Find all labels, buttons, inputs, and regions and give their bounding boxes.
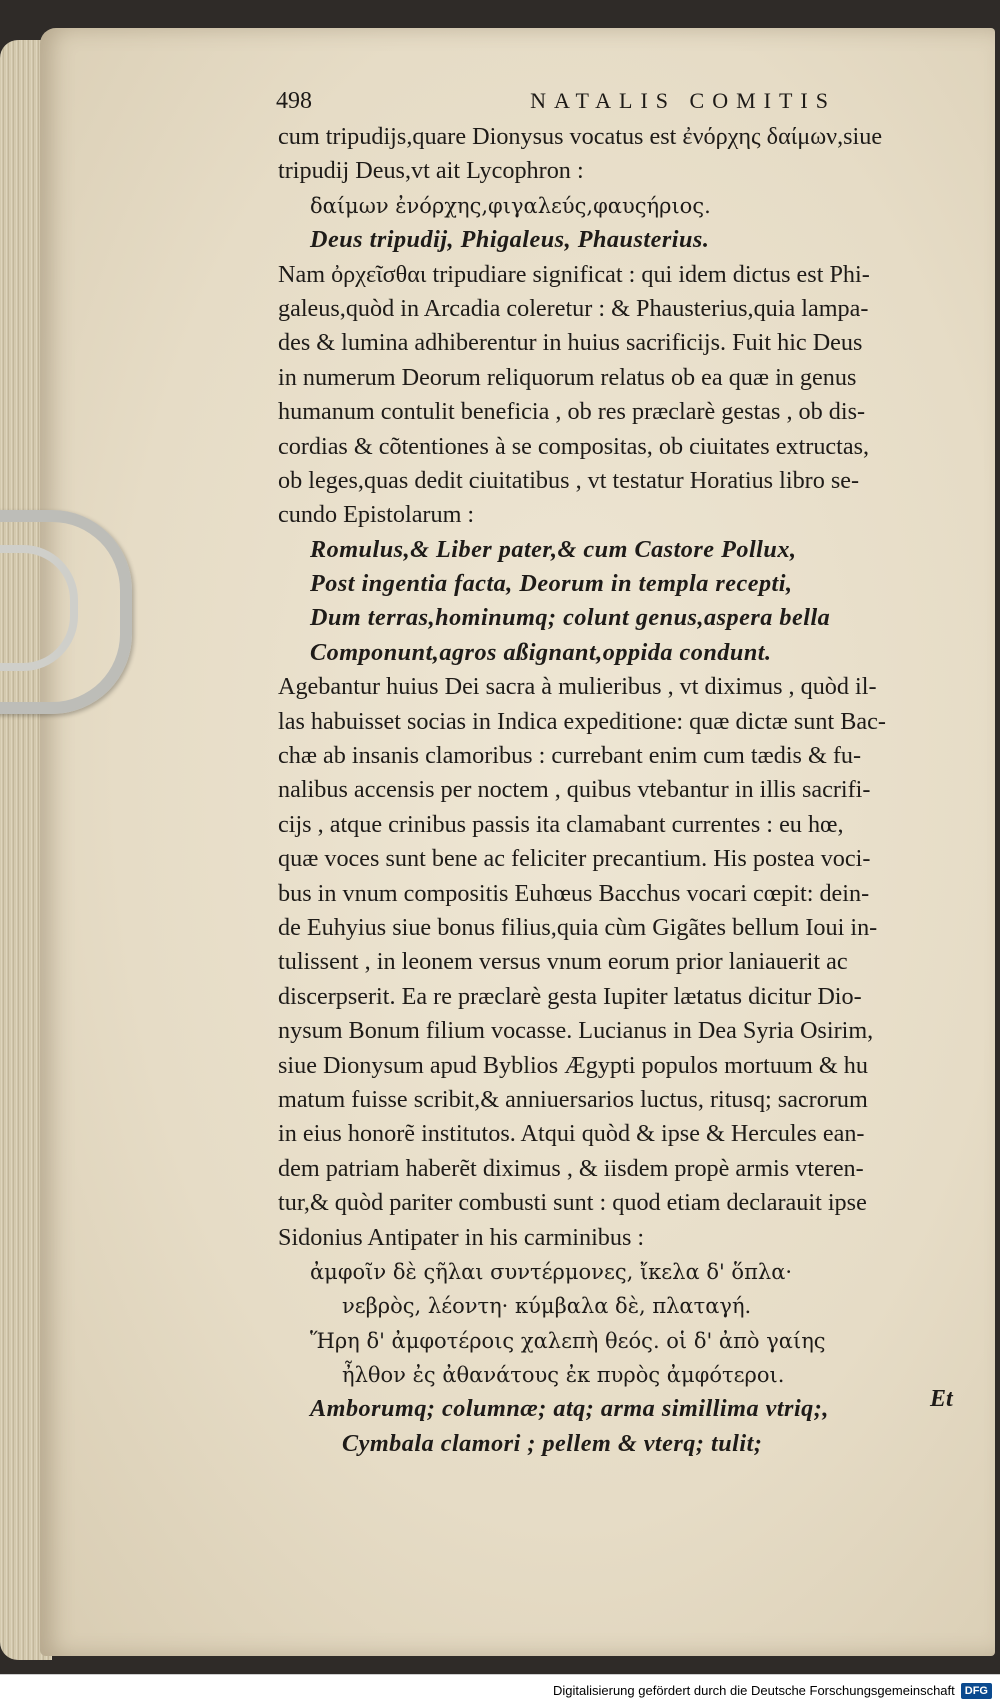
text-line: Dum terras,hominumq; colunt genus,aspera bella [310,604,831,632]
text-line: Sidonius Antipater in his carminibus : [278,1223,645,1251]
text-line: tur,& quòd pariter combusti sunt : quod etiam declarauit ipse [278,1189,867,1217]
text-line: ob leges,quas dedit ciuitatibus , vt testatur Horatius libro se- [278,466,860,494]
text-line: δαίμων ἐνόρχης,φιγαλεύς,φαυςήριος. [310,193,711,218]
text-line: nysum Bonum filium vocasse. Lucianus in Dea Syria Osirim, [278,1017,874,1045]
catchword: Et [930,1386,953,1412]
text-line: nalibus accensis per noctem , quibus vtebantur in illis sacrifi- [278,776,871,804]
text-line: quæ voces sunt bene ac feliciter precantium. His postea voci- [278,845,871,873]
text-line: discerpserit. Ea re præclarè gesta Iupiter lætatus dicitur Dio- [278,982,862,1010]
text-line: chæ ab insanis clamoribus : currebant enim cum tædis & fu- [278,742,862,770]
text-line: dem patriam haberẽt diximus , & iisdem propè armis vteren- [278,1154,864,1182]
running-title: NATALIS COMITIS [530,88,836,113]
text-line: ἦλθον ἐς ἀθανάτους ἐκ πυρὸς ἀμφότεροι. [342,1363,785,1388]
text-line: cundo Epistolarum : [278,501,475,529]
text-line: ἀμφοῖν δὲ ςῆλαι συντέρμονες, ἴκελα δ' ὅπλα· [310,1259,793,1284]
text-line: Romulus,& Liber pater,& cum Castore Pollux, [310,535,797,563]
text-line: tripudij Deus,vt ait Lycophron : [278,157,584,185]
text-line: Deus tripudij, Phigaleus, Phausterius. [310,226,710,254]
page-header [276,88,836,115]
page-number: 498 [276,88,312,114]
text-line: de Euhyius siue bonus filius,quia cùm Gigãtes bellum Ioui in- [278,913,878,941]
text-line: matum fuisse scribit,& anniuersarios luctus, ritusq; sacrorum [278,1085,868,1113]
text-line: humanum contulit beneficia , ob res præclarè gestas , ob dis- [278,398,866,426]
text-line: cordias & cõtentiones à se compositas, ob ciuitates extructas, [278,432,870,460]
text-line: las habuisset socias in Indica expeditione: quæ dictæ sunt Bac- [278,707,886,735]
text-line: Componunt,agros aßignant,oppida condunt. [310,638,772,666]
text-line: bus in vnum compositis Euhœus Bacchus vocari cœpit: dein- [278,879,870,907]
text-line: siue Dionysum apud Byblios Ægypti populos mortuum & hu [278,1051,868,1079]
text-line: Post ingentia facta, Deorum in templa recepti, [310,570,793,598]
text-line: cijs , atque crinibus passis ita clamabant currentes : eu hœ, [278,810,844,838]
text-line: in eius honorẽ institutos. Atqui quòd & ipse & Hercules ean- [278,1120,865,1148]
digitization-footer [0,1674,1000,1706]
text-line: des & lumina adhiberentur in huius sacrificijs. Fuit hic Deus [278,329,863,357]
text-line: tulissent , in leonem versus vnum eorum prior laniauerit ac [278,948,848,976]
footer-credit: Digitalisierung gefördert durch die Deutsche Forschungsgemeinschaft [552,1683,955,1698]
text-line: in numerum Deorum reliquorum relatus ob ea quæ in genus [278,363,857,391]
text-line: Cymbala clamori ; pellem & vterq; tulit; [342,1429,763,1457]
text-line: galeus,quòd in Arcadia coleretur : & Phausterius,quia lampa- [278,294,869,322]
text-line: νεβρὸς, λέοντη· κύμβαλα δὲ, πλαταγή. [342,1294,752,1319]
text-line: cum tripudijs,quare Dionysus vocatus est ἐνόρχης δαίμων,siue [278,123,883,150]
text-line: Agebantur huius Dei sacra à mulieribus , vt diximus , quòd il- [278,673,877,701]
text-line: Amborumq; columnæ; atq; arma simillima vtriq;, [310,1395,829,1423]
body-text [278,120,958,1461]
dfg-logo: DFG [961,1683,992,1699]
text-line: Nam ὀρχεῖσθαι tripudiare significat : qui idem dictus est Phi- [278,260,870,288]
text-line: Ἥρη δ' ἀμφοτέροις χαλεπὴ θεός. οἱ δ' ἀπὸ γαίης [310,1328,826,1353]
